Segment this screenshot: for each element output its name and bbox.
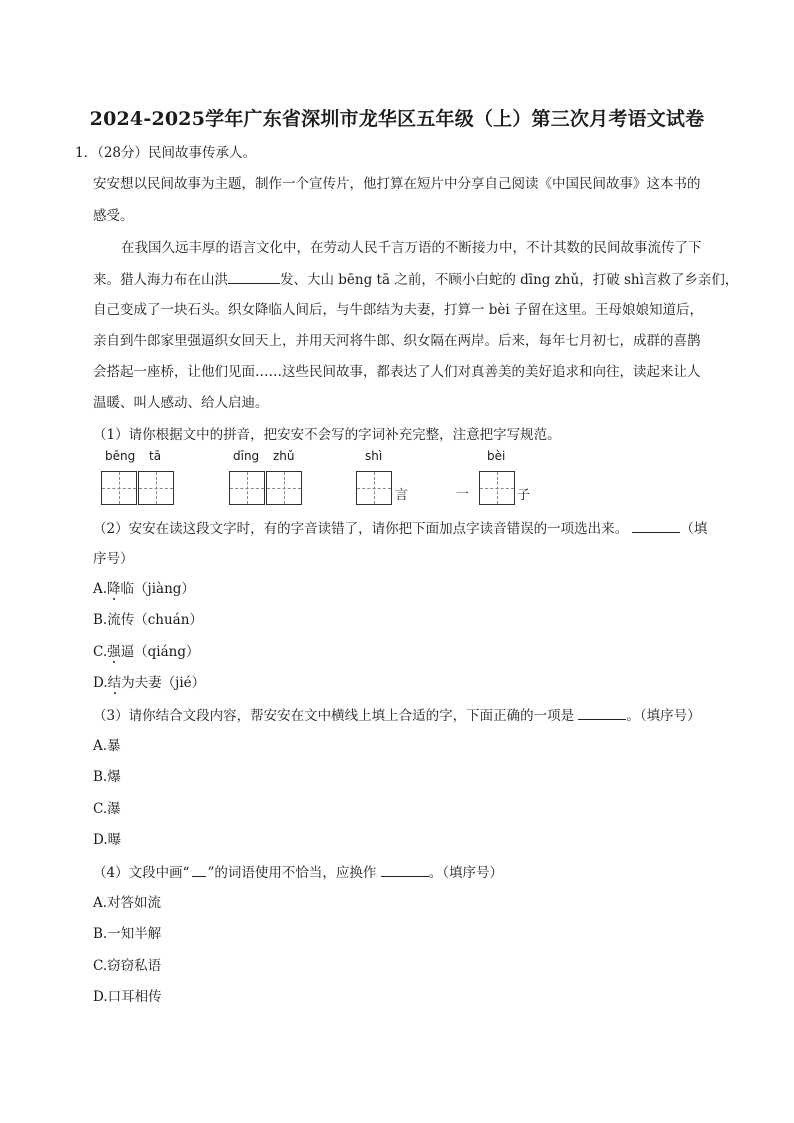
option-3c: C.瀑 [93, 801, 121, 817]
answer-blank-4[interactable] [381, 862, 429, 877]
sub-question-3-text: （3）请你结合文段内容，帮安安在文中横线上填上合适的字，下面正确的一项是 [93, 708, 575, 724]
sub-question-2 [93, 518, 707, 539]
writing-cell-beng[interactable] [101, 471, 137, 505]
char-yi: 一 [456, 487, 470, 502]
writing-cell-ding[interactable] [229, 471, 265, 505]
sub-question-2-text: （2）安安在读这段文字时，有的字音读错了，请你把下面加点字读音错误的一项选出来。 [93, 521, 629, 537]
sub-question-4-text: （4）文段中画“ [93, 865, 190, 881]
option-3a: A.暴 [93, 738, 121, 754]
option-2d-text: 为夫妻（jié） [121, 675, 206, 691]
passage-line-5: 会搭起一座桥，让他们见面……这些民间故事，都表达了人们对真善美的美好追求和向往，读起来让人 [93, 364, 701, 380]
writing-cell-ta[interactable] [138, 471, 174, 505]
sub-question-4 [93, 862, 503, 883]
option-2a-letter: A. [93, 581, 108, 597]
option-4c: C.窃窃私语 [93, 958, 162, 974]
option-3b: B.爆 [93, 769, 121, 785]
option-2a [93, 579, 195, 599]
pinyin-ta: tā [149, 449, 162, 463]
passage-line-2-start: 来。猎人海力布在山洪 [93, 272, 228, 288]
option-2c-letter: C. [93, 644, 108, 660]
option-2c-dotted-char: 强 [107, 644, 121, 660]
option-3d: D.曝 [93, 832, 122, 848]
writing-cell-shi[interactable] [356, 471, 392, 505]
question-1-header: 1．（28分）民间故事传承人。 [75, 145, 257, 161]
answer-blank-2[interactable] [632, 518, 680, 533]
char-zi: 子 [517, 488, 531, 503]
option-4d: D.口耳相传 [93, 989, 162, 1005]
pinyin-beng: bēng [105, 449, 136, 463]
option-4b: B.一知半解 [93, 926, 162, 942]
pinyin-ding: dīng [233, 449, 260, 463]
option-2d [93, 673, 205, 693]
pinyin-bei: bèi [487, 449, 506, 463]
sub-question-4-mid: ”的词语使用不恰当，应换作 [207, 865, 377, 881]
char-yan: 言 [395, 488, 409, 503]
pinyin-zhu: zhǔ [273, 449, 295, 463]
sub-question-2-cont: 序号） [93, 551, 134, 567]
option-2a-text: 临（jiàng） [120, 581, 195, 597]
answer-blank-3[interactable] [578, 705, 626, 720]
intro-line-2: 感受。 [93, 208, 134, 224]
writing-cell-bei[interactable] [479, 471, 515, 505]
fill-blank-line [228, 269, 280, 284]
passage-line-6: 温暖、叫人感动、给人启迪。 [93, 395, 269, 411]
sub-question-4-suffix: 。（填序号） [428, 865, 503, 881]
sub-question-3 [93, 705, 701, 726]
option-2d-letter: D. [93, 675, 108, 691]
option-2d-dotted-char: 结 [107, 675, 122, 691]
intro-line-1: 安安想以民间故事为主题，制作一个宣传片，他打算在短片中分享自己阅读《中国民间故事》这本书的 [93, 176, 701, 192]
passage-line-2-end: 发、大山 bēng tā 之前，不顾小白蛇的 dīng zhǔ，打破 shì言救了乡亲们， [280, 272, 739, 288]
option-2c-text: 逼（qiáng） [120, 644, 200, 660]
underline-marker [192, 864, 206, 877]
option-2b: B.流传（chuán） [93, 612, 203, 628]
sub-question-1: （1）请你根据文中的拼音，把安安不会写的字词补充完整，注意把字写规范。 [93, 427, 561, 443]
writing-cell-zhu[interactable] [266, 471, 302, 505]
passage-line-3: 自己变成了一块石头。织女降临人间后，与牛郎结为夫妻，打算一 bèi 子留在这里。王母娘娘知道后， [93, 302, 704, 318]
exam-title: 2024-2025学年广东省深圳市龙华区五年级（上）第三次月考语文试卷 [89, 108, 705, 130]
passage-line-4: 亲自到牛郎家里强逼织女回天上，并用天河将牛郎、织女隔在两岸。后来，每年七月初七，成群的喜鹊 [93, 333, 701, 349]
sub-question-2-suffix: （填 [680, 521, 708, 537]
option-2a-dotted-char: 降 [107, 581, 121, 597]
option-4a: A.对答如流 [93, 895, 162, 911]
passage-line-1: 在我国久远丰厚的语言文化中，在劳动人民千言万语的不断接力中，不计其数的民间故事流传了下 [121, 240, 702, 256]
option-2c [93, 642, 200, 662]
pinyin-shi: shì [365, 449, 383, 463]
passage-line-2 [93, 269, 738, 290]
sub-question-3-suffix: 。（填序号） [626, 708, 701, 724]
